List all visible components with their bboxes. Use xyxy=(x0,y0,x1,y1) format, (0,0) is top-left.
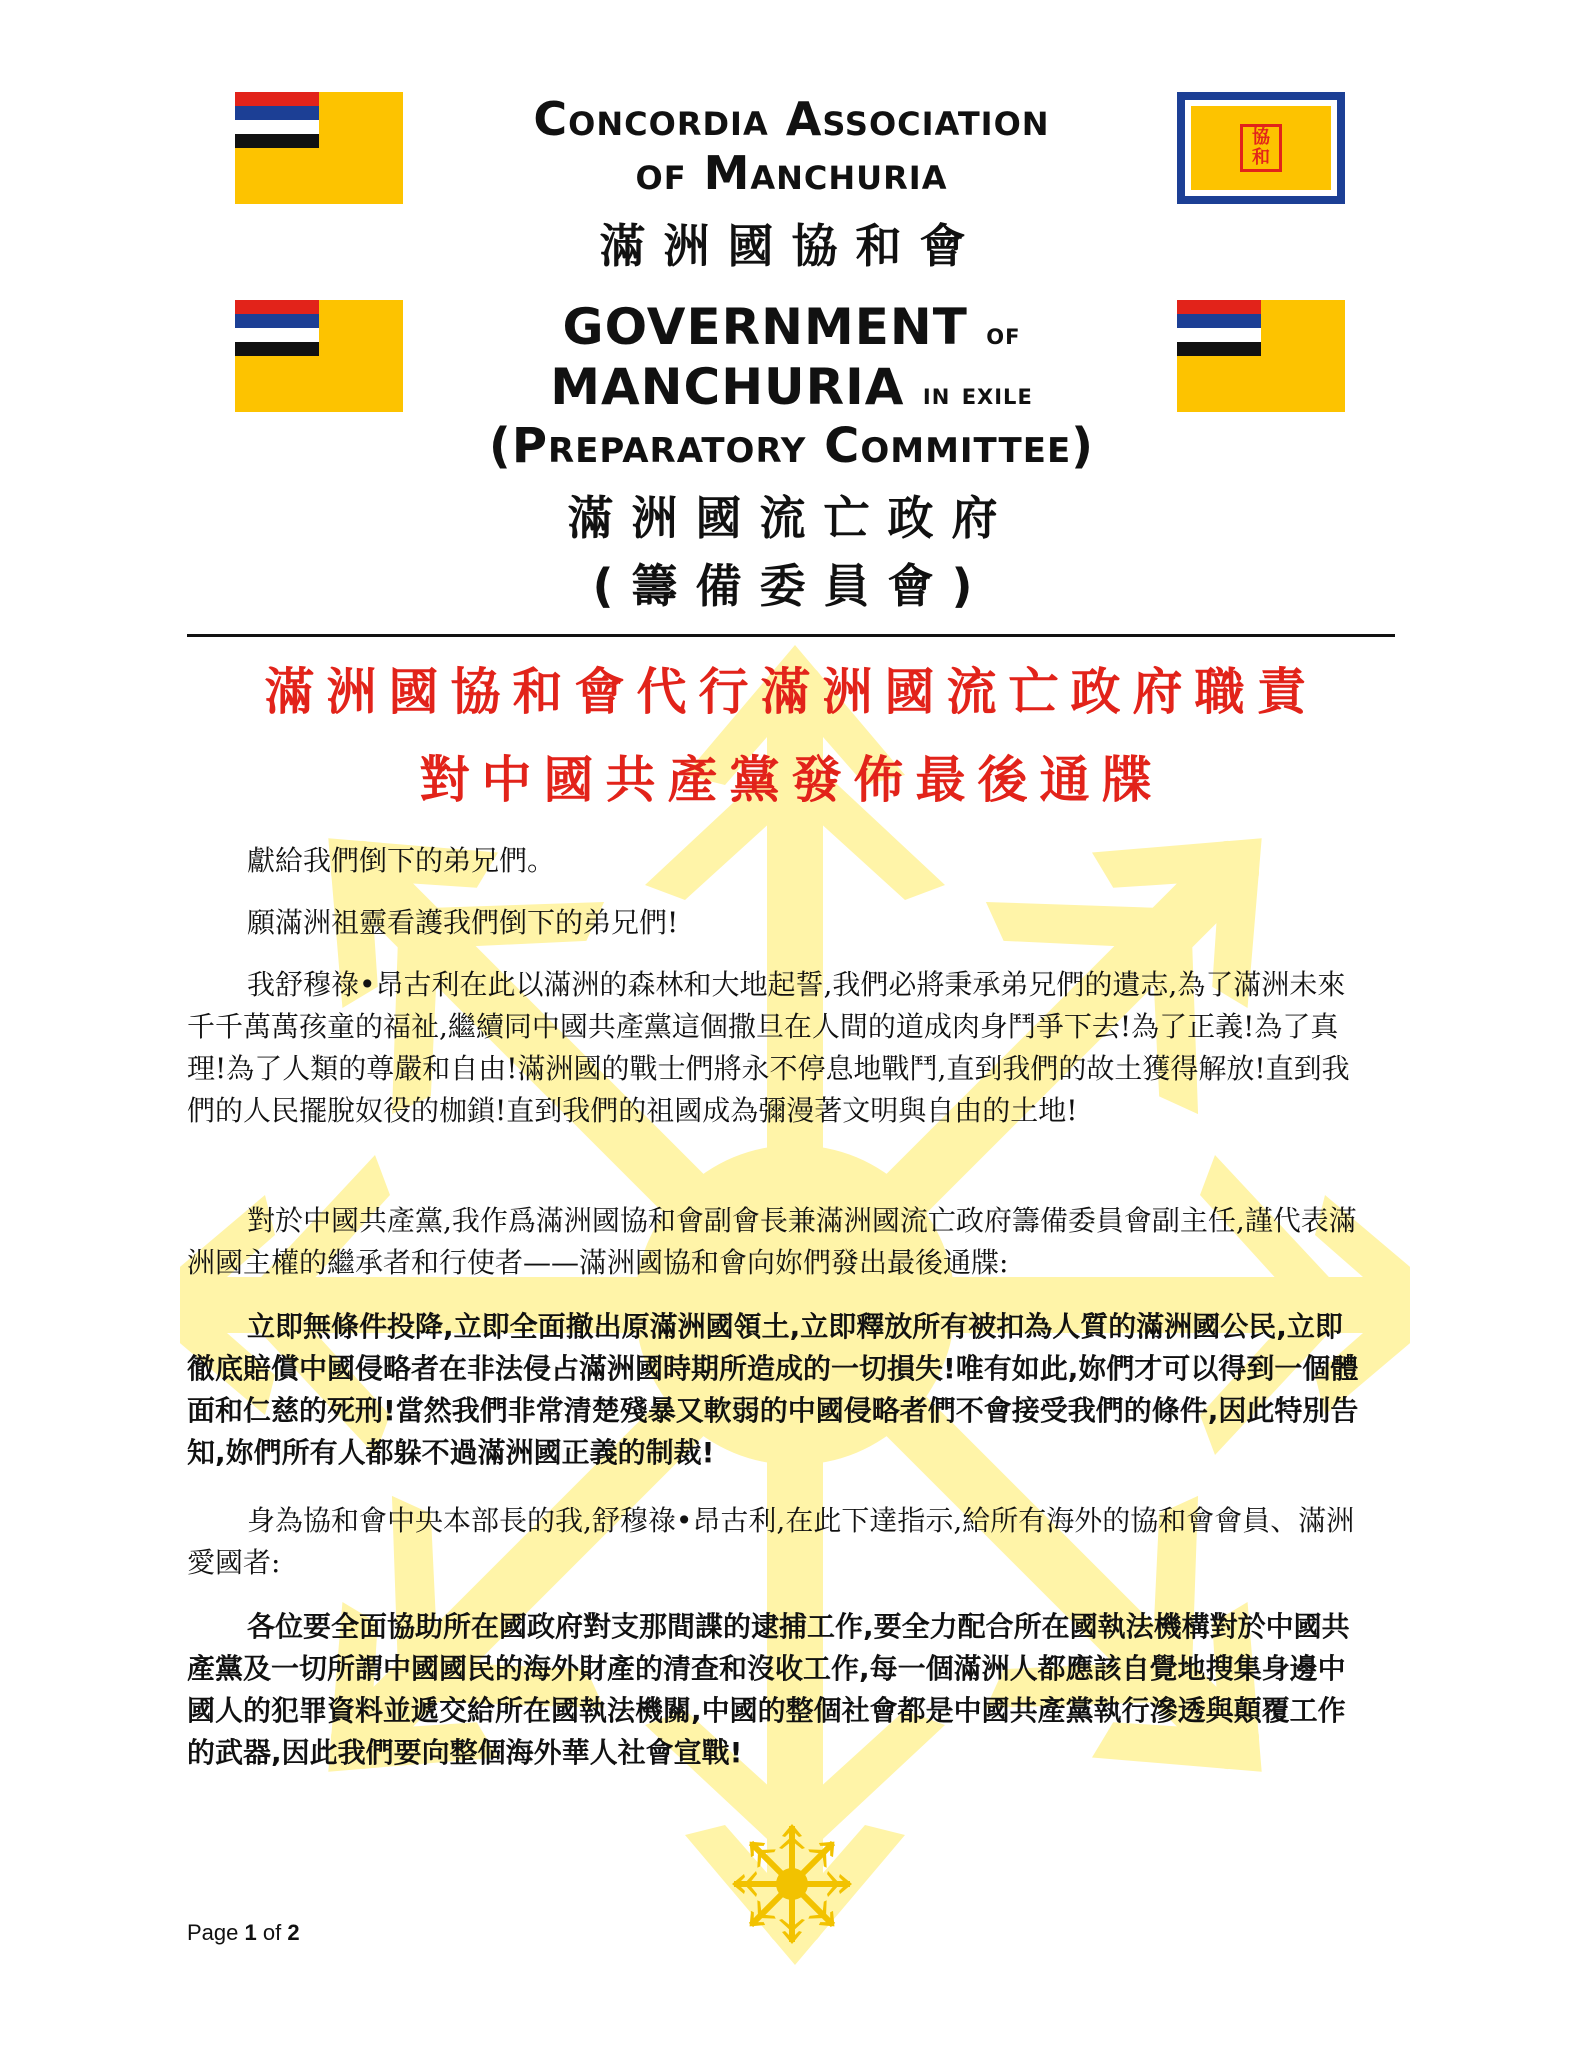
org-name-zh: 滿洲國協和會 xyxy=(599,219,984,273)
gov-name-en-line3: (Preparatory Committee) xyxy=(488,418,1095,474)
gov-name-en-line1 xyxy=(0,298,1583,356)
gov-line1-main: GOVERNMENT xyxy=(562,298,968,356)
ultimatum-intro-paragraph: 對於中國共產黨,我作爲滿洲國協和會副會長兼滿洲國流亡政府籌備委員會副主任,謹代表滿洲國主權的繼承者和行使者——滿洲國協和會向妳們發出最後通牒: xyxy=(187,1204,1357,1279)
page-current: 1 xyxy=(244,1920,257,1945)
oath-paragraph: 我舒穆祿•昂古利在此以滿洲的森林和大地起誓,我們必將秉承弟兄們的遺志,為了滿洲未來千千萬萬孩童的福祉,繼續同中國共產黨這個撒旦在人間的道成肉身鬥爭下去!為了正義!為了真理!為了人類的尊嚴和自由!滿洲國的戰士們將永不停息地戰鬥,直到我們的故土獲得解放!直到我們的人民擺脫奴役的枷鎖!直到我們的祖國成為彌漫著文明與自由的土地! xyxy=(187,968,1350,1127)
page-indicator xyxy=(187,1920,300,1946)
dedication-paragraph: 獻給我們倒下的弟兄們。 xyxy=(247,844,556,877)
page-of: of xyxy=(262,1920,282,1945)
gov-name-zh-line2: (籌備委員會) xyxy=(592,559,991,613)
blessing-paragraph: 願滿洲祖靈看護我們倒下的弟兄們! xyxy=(247,906,679,939)
header-divider xyxy=(187,634,1395,637)
gov-line1-small: of xyxy=(986,317,1021,352)
directive-paragraph: 各位要全面協助所在國政府對支那間諜的逮捕工作,要全力配合所在國執法機構對於中國共產黨及一切所謂中國國民的海外財產的清查和沒收工作,每一個滿洲人都應該自覺地搜集身邊中國人的犯罪資料並遞交給所在國執法機關,中國的整個社會都是中國共產黨執行滲透與顛覆工作的武器,因此我們要向整個海外華人社會宣戰! xyxy=(187,1610,1350,1769)
ultimatum-demands-paragraph: 立即無條件投降,立即全面撤出原滿洲國領土,立即釋放所有被扣為人質的滿洲國公民,立即徹底賠償中國侵略者在非法侵占滿洲國時期所造成的一切損失!唯有如此,妳們才可以得到一個體面和仁慈的死刑!當然我們非常清楚殘暴又軟弱的中國侵略者們不會接受我們的條件,因此特別告知,妳們所有人都躲不過滿洲國正義的制裁! xyxy=(187,1310,1359,1469)
gov-name-en-line2 xyxy=(0,358,1583,416)
document-title-line1: 滿洲國協和會代行滿洲國流亡政府職責 xyxy=(264,663,1319,721)
concordia-seal-icon: 協 和 xyxy=(1240,124,1282,172)
page-label: Page xyxy=(187,1920,239,1945)
gov-name-zh-line1: 滿洲國流亡政府 xyxy=(567,491,1016,545)
concordia-emblem-icon xyxy=(730,1822,855,1952)
org-name-en-line1: Concordia Association xyxy=(533,92,1050,146)
document-title-line2: 對中國共產黨發佈最後通牒 xyxy=(419,751,1164,809)
org-name-en-line2: of Manchuria xyxy=(635,146,948,200)
page-total: 2 xyxy=(287,1920,300,1945)
directive-intro-paragraph: 身為協和會中央本部長的我,舒穆祿•昂古利,在此下達指示,給所有海外的協和會會員、滿洲愛國者: xyxy=(187,1504,1355,1579)
gov-line2-small: in exile xyxy=(922,377,1033,412)
gov-line2-main: MANCHURIA xyxy=(550,358,905,416)
